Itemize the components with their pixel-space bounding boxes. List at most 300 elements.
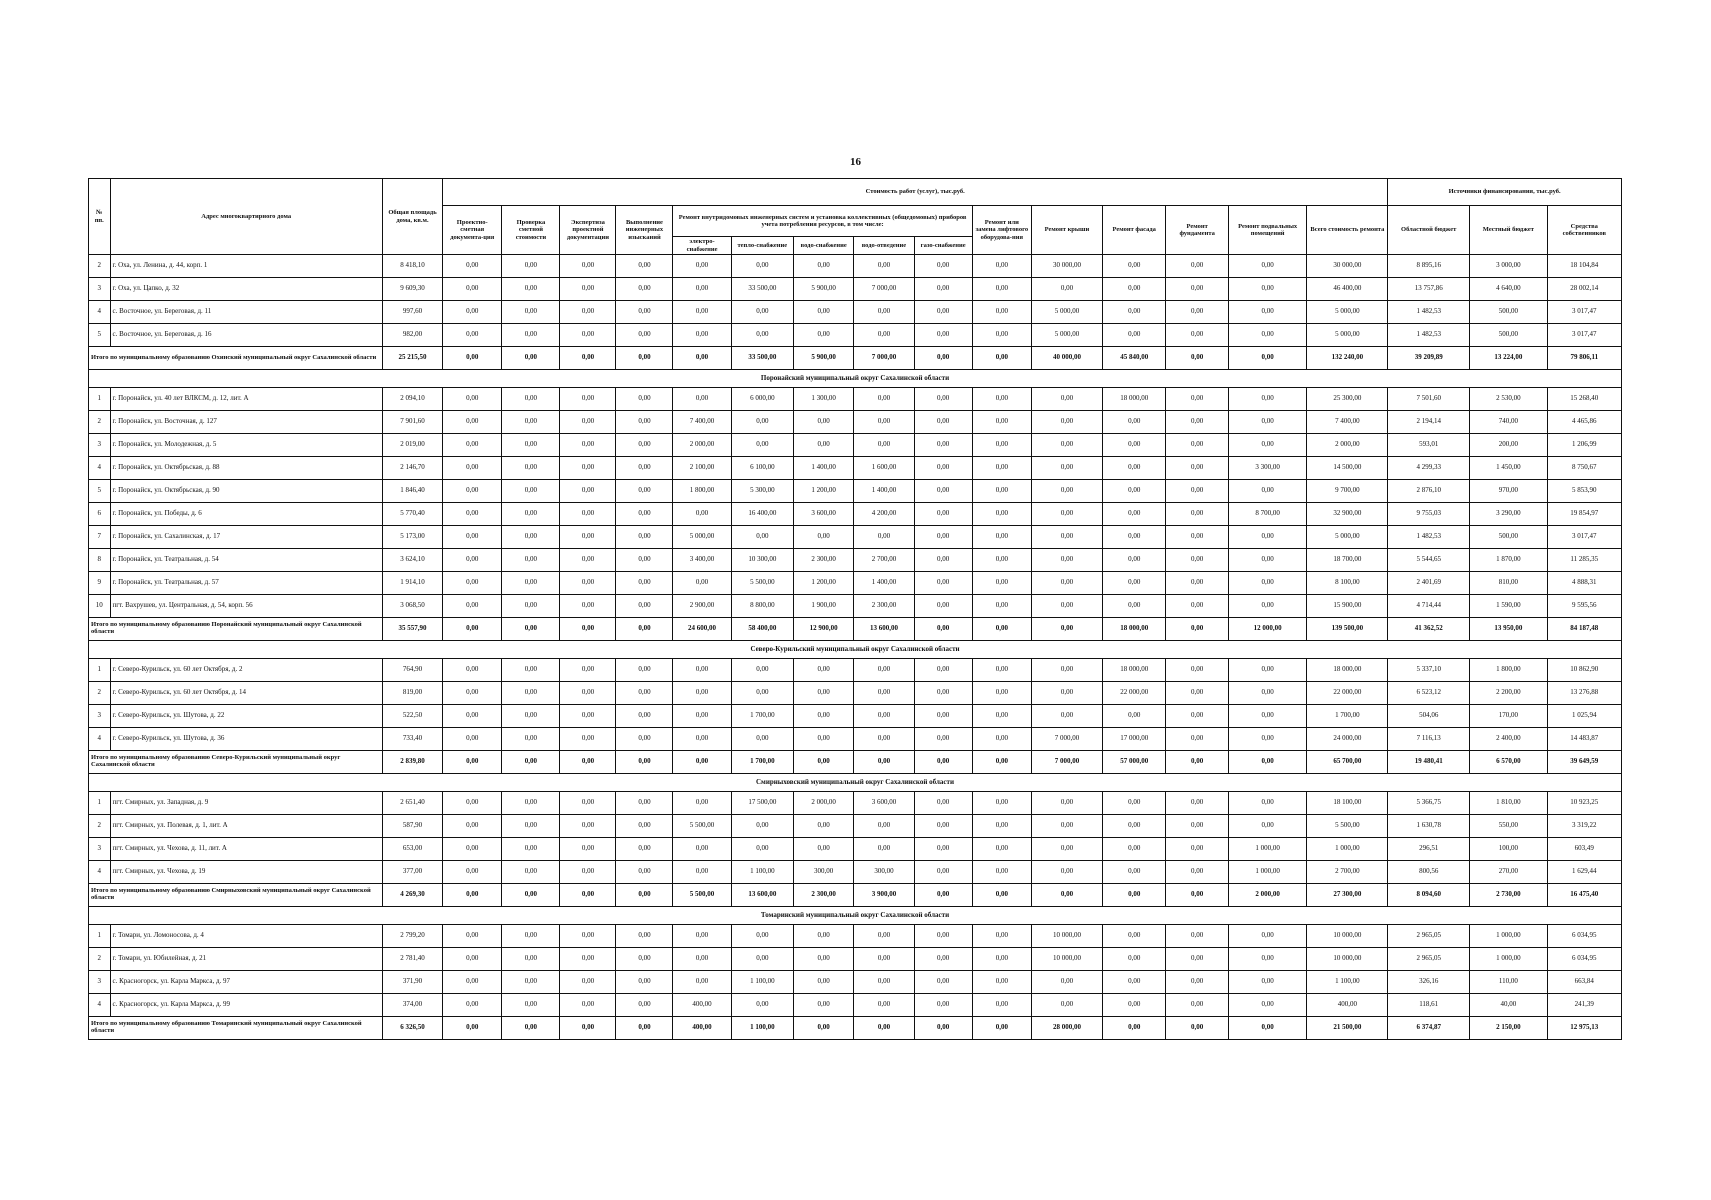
row-area: 6 326,50	[382, 1017, 442, 1040]
row-area: 2 799,20	[382, 925, 442, 948]
row-value: 0,00	[560, 255, 616, 278]
row-value: 0,00	[502, 388, 560, 411]
row-value: 0,00	[972, 861, 1031, 884]
row-value: 57 000,00	[1102, 751, 1166, 774]
row-value: 0,00	[914, 1017, 972, 1040]
page-number: 16	[850, 156, 861, 168]
total-label: Итого по муниципальному образованию Поронайский муниципальный округ Сахалинской области	[89, 618, 383, 641]
row-value: 0,00	[443, 838, 502, 861]
row-value: 0,00	[616, 324, 673, 347]
row-value: 0,00	[560, 411, 616, 434]
row-value: 0,00	[854, 994, 914, 1017]
row-value: 0,00	[1102, 255, 1166, 278]
row-value: 2 000,00	[794, 792, 854, 815]
row-value: 1 300,00	[794, 388, 854, 411]
table-row	[89, 861, 1622, 884]
row-value: 0,00	[731, 994, 793, 1017]
row-value: 0,00	[731, 815, 793, 838]
row-value: 0,00	[616, 526, 673, 549]
row-value: 0,00	[1166, 411, 1228, 434]
row-value: 0,00	[616, 480, 673, 503]
row-value: 0,00	[560, 503, 616, 526]
row-value: 0,00	[1031, 884, 1102, 907]
row-value: 0,00	[794, 434, 854, 457]
row-area: 2 146,70	[382, 457, 442, 480]
header-roof: Ремонт крыши	[1031, 206, 1102, 255]
row-area: 764,90	[382, 659, 442, 682]
row-value: 9 700,00	[1307, 480, 1388, 503]
row-address: пгт. Смирных, ул. Западная, д. 9	[110, 792, 382, 815]
row-value: 0,00	[616, 595, 673, 618]
row-area: 35 557,90	[382, 618, 442, 641]
row-value: 0,00	[616, 682, 673, 705]
row-value: 0,00	[502, 595, 560, 618]
table-row	[89, 994, 1622, 1017]
header-cost-group: Стоимость работ (услуг), тыс.руб.	[443, 179, 1388, 206]
row-value: 0,00	[443, 705, 502, 728]
row-value: 0,00	[443, 971, 502, 994]
row-value: 663,84	[1547, 971, 1621, 994]
header-survey: Выполнение инженерных изысканий	[616, 206, 673, 255]
row-value: 0,00	[502, 948, 560, 971]
row-value: 28 000,00	[1031, 1017, 1102, 1040]
row-value: 0,00	[854, 925, 914, 948]
row-value: 0,00	[1228, 659, 1307, 682]
row-value: 810,00	[1470, 572, 1548, 595]
row-value: 12 000,00	[1228, 618, 1307, 641]
row-value: 13 600,00	[731, 884, 793, 907]
row-value: 0,00	[673, 324, 731, 347]
row-value: 1 100,00	[1307, 971, 1388, 994]
row-value: 0,00	[1166, 705, 1228, 728]
row-value: 0,00	[972, 815, 1031, 838]
row-value: 2 200,00	[1470, 682, 1548, 705]
row-value: 0,00	[731, 659, 793, 682]
row-value: 0,00	[502, 994, 560, 1017]
row-value: 33 500,00	[731, 347, 793, 370]
row-value: 0,00	[1166, 595, 1228, 618]
row-value: 1 800,00	[673, 480, 731, 503]
total-row	[89, 347, 1622, 370]
row-value: 2 100,00	[673, 457, 731, 480]
row-value: 0,00	[502, 751, 560, 774]
row-value: 0,00	[560, 324, 616, 347]
row-value: 0,00	[443, 792, 502, 815]
row-value: 6 523,12	[1388, 682, 1470, 705]
row-value: 22 000,00	[1307, 682, 1388, 705]
row-value: 0,00	[731, 301, 793, 324]
row-value: 45 840,00	[1102, 347, 1166, 370]
row-value: 0,00	[794, 705, 854, 728]
row-value: 0,00	[443, 278, 502, 301]
row-address: с. Восточное, ул. Береговая, д. 11	[110, 301, 382, 324]
row-value: 2 400,00	[1470, 728, 1548, 751]
header-total: Всего стоимость ремонта	[1307, 206, 1388, 255]
table-body	[89, 255, 1622, 1040]
row-value: 2 000,00	[1228, 884, 1307, 907]
table-row	[89, 728, 1622, 751]
row-value: 3 600,00	[794, 503, 854, 526]
row-value: 25 300,00	[1307, 388, 1388, 411]
row-value: 0,00	[972, 572, 1031, 595]
row-value: 0,00	[1166, 347, 1228, 370]
row-number: 3	[89, 434, 111, 457]
row-value: 7 000,00	[1031, 751, 1102, 774]
row-value: 0,00	[972, 255, 1031, 278]
row-value: 0,00	[443, 411, 502, 434]
header-design: Проектно-сметная документа-ция	[443, 206, 502, 255]
row-value: 2 700,00	[854, 549, 914, 572]
row-value: 0,00	[502, 728, 560, 751]
row-value: 0,00	[794, 971, 854, 994]
row-value: 0,00	[502, 347, 560, 370]
row-value: 0,00	[1166, 278, 1228, 301]
row-value: 0,00	[560, 792, 616, 815]
row-value: 0,00	[1166, 682, 1228, 705]
row-value: 7 400,00	[1307, 411, 1388, 434]
row-value: 500,00	[1470, 324, 1548, 347]
row-value: 0,00	[731, 948, 793, 971]
row-value: 2 194,14	[1388, 411, 1470, 434]
row-value: 0,00	[794, 948, 854, 971]
row-value: 0,00	[1228, 994, 1307, 1017]
row-value: 0,00	[914, 255, 972, 278]
row-value: 0,00	[914, 572, 972, 595]
row-number: 4	[89, 861, 111, 884]
row-value: 0,00	[972, 705, 1031, 728]
row-value: 0,00	[560, 457, 616, 480]
row-value: 10 862,90	[1547, 659, 1621, 682]
row-value: 0,00	[972, 884, 1031, 907]
row-number: 5	[89, 480, 111, 503]
row-value: 0,00	[443, 659, 502, 682]
row-number: 5	[89, 324, 111, 347]
row-value: 4 299,33	[1388, 457, 1470, 480]
row-value: 1 900,00	[794, 595, 854, 618]
row-number: 8	[89, 549, 111, 572]
row-value: 0,00	[914, 388, 972, 411]
row-value: 0,00	[673, 792, 731, 815]
row-value: 0,00	[854, 705, 914, 728]
row-value: 0,00	[854, 838, 914, 861]
row-address: г. Поронайск, ул. Театральная, д. 54	[110, 549, 382, 572]
row-value: 0,00	[1102, 411, 1166, 434]
row-value: 5 500,00	[731, 572, 793, 595]
row-value: 0,00	[1102, 324, 1166, 347]
row-value: 3 900,00	[854, 884, 914, 907]
row-value: 2 300,00	[794, 549, 854, 572]
row-value: 0,00	[854, 815, 914, 838]
row-value: 0,00	[1166, 925, 1228, 948]
row-value: 0,00	[443, 255, 502, 278]
row-value: 0,00	[914, 618, 972, 641]
row-value: 5 500,00	[673, 815, 731, 838]
section-title: Поронайский муниципальный округ Сахалинской области	[89, 370, 1622, 388]
row-value: 0,00	[560, 388, 616, 411]
row-value: 0,00	[616, 838, 673, 861]
row-value: 0,00	[914, 301, 972, 324]
capital-repair-table	[88, 178, 1622, 1040]
header-expertise: Экспертиза проектной документации	[560, 206, 616, 255]
row-value: 0,00	[443, 925, 502, 948]
row-value: 0,00	[1102, 1017, 1166, 1040]
row-value: 0,00	[1102, 503, 1166, 526]
row-number: 7	[89, 526, 111, 549]
row-value: 0,00	[673, 728, 731, 751]
row-value: 0,00	[502, 434, 560, 457]
row-value: 58 400,00	[731, 618, 793, 641]
row-value: 296,51	[1388, 838, 1470, 861]
row-value: 0,00	[854, 411, 914, 434]
section-title: Смирныховский муниципальный округ Сахалинской области	[89, 774, 1622, 792]
row-value: 5 000,00	[1031, 324, 1102, 347]
row-value: 0,00	[502, 618, 560, 641]
row-value: 0,00	[616, 347, 673, 370]
row-value: 0,00	[914, 503, 972, 526]
row-value: 132 240,00	[1307, 347, 1388, 370]
row-value: 0,00	[914, 994, 972, 1017]
row-value: 0,00	[1166, 838, 1228, 861]
row-area: 5 173,00	[382, 526, 442, 549]
row-value: 0,00	[1228, 751, 1307, 774]
row-value: 0,00	[560, 301, 616, 324]
row-value: 0,00	[616, 301, 673, 324]
row-value: 3 319,22	[1547, 815, 1621, 838]
row-value: 0,00	[1166, 751, 1228, 774]
row-value: 326,16	[1388, 971, 1470, 994]
row-value: 0,00	[794, 728, 854, 751]
table-row	[89, 526, 1622, 549]
row-value: 2 876,10	[1388, 480, 1470, 503]
row-value: 0,00	[560, 659, 616, 682]
row-value: 1 700,00	[731, 751, 793, 774]
row-value: 0,00	[914, 457, 972, 480]
row-value: 0,00	[443, 457, 502, 480]
row-value: 0,00	[502, 411, 560, 434]
row-number: 2	[89, 815, 111, 838]
row-value: 0,00	[731, 434, 793, 457]
row-value: 0,00	[854, 728, 914, 751]
row-value: 0,00	[1228, 971, 1307, 994]
row-value: 0,00	[914, 861, 972, 884]
row-value: 8 800,00	[731, 595, 793, 618]
row-value: 1 800,00	[1470, 659, 1548, 682]
row-value: 0,00	[502, 792, 560, 815]
table-row	[89, 255, 1622, 278]
row-value: 0,00	[1031, 971, 1102, 994]
row-value: 0,00	[673, 388, 731, 411]
row-value: 13 224,00	[1470, 347, 1548, 370]
row-value: 22 000,00	[1102, 682, 1166, 705]
row-value: 0,00	[1228, 388, 1307, 411]
row-value: 0,00	[502, 301, 560, 324]
row-value: 0,00	[1166, 861, 1228, 884]
row-value: 5 000,00	[1031, 301, 1102, 324]
row-value: 0,00	[443, 503, 502, 526]
row-value: 0,00	[1228, 411, 1307, 434]
row-value: 1 400,00	[794, 457, 854, 480]
row-number: 2	[89, 411, 111, 434]
row-value: 1 482,53	[1388, 301, 1470, 324]
row-area: 982,00	[382, 324, 442, 347]
row-value: 0,00	[1102, 434, 1166, 457]
row-value: 0,00	[794, 925, 854, 948]
row-address: с. Красногорск, ул. Карла Маркса, д. 99	[110, 994, 382, 1017]
row-value: 0,00	[1228, 526, 1307, 549]
row-value: 1 629,44	[1547, 861, 1621, 884]
row-value: 2 000,00	[673, 434, 731, 457]
row-value: 0,00	[1102, 948, 1166, 971]
table-row	[89, 457, 1622, 480]
row-value: 0,00	[502, 838, 560, 861]
row-value: 0,00	[616, 948, 673, 971]
header-facade: Ремонт фасада	[1102, 206, 1166, 255]
row-value: 118,61	[1388, 994, 1470, 1017]
row-number: 2	[89, 682, 111, 705]
row-value: 1 450,00	[1470, 457, 1548, 480]
row-value: 0,00	[794, 994, 854, 1017]
row-value: 0,00	[616, 388, 673, 411]
row-value: 1 600,00	[854, 457, 914, 480]
row-value: 0,00	[560, 728, 616, 751]
header-address: Адрес многоквартирного дома	[110, 179, 382, 255]
row-value: 0,00	[560, 526, 616, 549]
row-value: 0,00	[1102, 549, 1166, 572]
row-value: 5 853,90	[1547, 480, 1621, 503]
row-value: 5 544,65	[1388, 549, 1470, 572]
row-value: 5 000,00	[673, 526, 731, 549]
row-value: 0,00	[914, 728, 972, 751]
row-value: 0,00	[616, 792, 673, 815]
row-value: 0,00	[616, 925, 673, 948]
row-number: 4	[89, 301, 111, 324]
row-value: 2 530,00	[1470, 388, 1548, 411]
row-address: г. Поронайск, ул. Октябрьская, д. 88	[110, 457, 382, 480]
row-value: 0,00	[1102, 884, 1166, 907]
header-funding-group: Источники финансирования, тыс.руб.	[1388, 179, 1622, 206]
row-value: 4 888,31	[1547, 572, 1621, 595]
row-value: 0,00	[1031, 480, 1102, 503]
table-row	[89, 971, 1622, 994]
row-value: 0,00	[443, 728, 502, 751]
row-value: 0,00	[502, 861, 560, 884]
row-value: 0,00	[616, 411, 673, 434]
row-value: 400,00	[673, 1017, 731, 1040]
table-row	[89, 595, 1622, 618]
row-value: 14 500,00	[1307, 457, 1388, 480]
row-value: 1 100,00	[731, 1017, 793, 1040]
row-value: 7 116,13	[1388, 728, 1470, 751]
row-value: 0,00	[560, 838, 616, 861]
row-area: 5 770,40	[382, 503, 442, 526]
row-value: 39 649,59	[1547, 751, 1621, 774]
row-value: 270,00	[1470, 861, 1548, 884]
row-value: 0,00	[443, 861, 502, 884]
row-value: 16 475,40	[1547, 884, 1621, 907]
row-value: 0,00	[914, 324, 972, 347]
row-value: 0,00	[854, 659, 914, 682]
row-value: 18 100,00	[1307, 792, 1388, 815]
row-value: 13 950,00	[1470, 618, 1548, 641]
row-value: 0,00	[560, 948, 616, 971]
row-value: 0,00	[731, 255, 793, 278]
table-row	[89, 838, 1622, 861]
row-value: 19 854,97	[1547, 503, 1621, 526]
row-area: 997,60	[382, 301, 442, 324]
row-value: 1 400,00	[854, 572, 914, 595]
row-number: 2	[89, 255, 111, 278]
row-value: 0,00	[560, 595, 616, 618]
row-value: 0,00	[443, 751, 502, 774]
row-value: 0,00	[560, 1017, 616, 1040]
row-value: 7 000,00	[854, 347, 914, 370]
row-value: 0,00	[673, 751, 731, 774]
row-value: 0,00	[914, 792, 972, 815]
row-value: 0,00	[914, 659, 972, 682]
row-value: 0,00	[794, 324, 854, 347]
row-address: г. Поронайск, ул. Сахалинская, д. 17	[110, 526, 382, 549]
row-value: 0,00	[1031, 278, 1102, 301]
table-row	[89, 549, 1622, 572]
row-value: 1 870,00	[1470, 549, 1548, 572]
row-value: 0,00	[1228, 347, 1307, 370]
row-value: 0,00	[616, 572, 673, 595]
row-value: 6 034,95	[1547, 925, 1621, 948]
row-value: 0,00	[673, 347, 731, 370]
row-address: г. Поронайск, ул. Октябрьская, д. 90	[110, 480, 382, 503]
row-value: 0,00	[616, 549, 673, 572]
row-value: 6 100,00	[731, 457, 793, 480]
row-value: 0,00	[560, 549, 616, 572]
row-value: 0,00	[972, 457, 1031, 480]
row-value: 0,00	[560, 705, 616, 728]
row-value: 0,00	[673, 278, 731, 301]
row-area: 2 651,40	[382, 792, 442, 815]
row-value: 0,00	[560, 682, 616, 705]
row-value: 0,00	[854, 1017, 914, 1040]
row-number: 3	[89, 278, 111, 301]
row-value: 1 000,00	[1228, 861, 1307, 884]
row-address: с. Восточное, ул. Береговая, д. 16	[110, 324, 382, 347]
row-value: 0,00	[673, 301, 731, 324]
row-value: 18 000,00	[1102, 618, 1166, 641]
row-area: 2 019,00	[382, 434, 442, 457]
row-value: 0,00	[972, 411, 1031, 434]
row-value: 4 465,86	[1547, 411, 1621, 434]
row-number: 1	[89, 925, 111, 948]
table-row	[89, 411, 1622, 434]
table-row	[89, 815, 1622, 838]
row-value: 84 187,48	[1547, 618, 1621, 641]
row-number: 1	[89, 659, 111, 682]
row-value: 0,00	[502, 526, 560, 549]
row-address: г. Поронайск, ул. Театральная, д. 57	[110, 572, 382, 595]
row-value: 0,00	[1166, 434, 1228, 457]
row-value: 32 900,00	[1307, 503, 1388, 526]
row-value: 0,00	[443, 948, 502, 971]
row-value: 500,00	[1470, 301, 1548, 324]
row-value: 2 150,00	[1470, 1017, 1548, 1040]
row-value: 0,00	[443, 618, 502, 641]
row-value: 18 000,00	[1307, 659, 1388, 682]
row-value: 27 300,00	[1307, 884, 1388, 907]
row-value: 0,00	[560, 278, 616, 301]
row-value: 0,00	[972, 503, 1031, 526]
row-address: г. Поронайск, ул. Молодежная, д. 5	[110, 434, 382, 457]
row-value: 0,00	[914, 347, 972, 370]
row-value: 0,00	[1102, 925, 1166, 948]
row-value: 1 482,53	[1388, 324, 1470, 347]
